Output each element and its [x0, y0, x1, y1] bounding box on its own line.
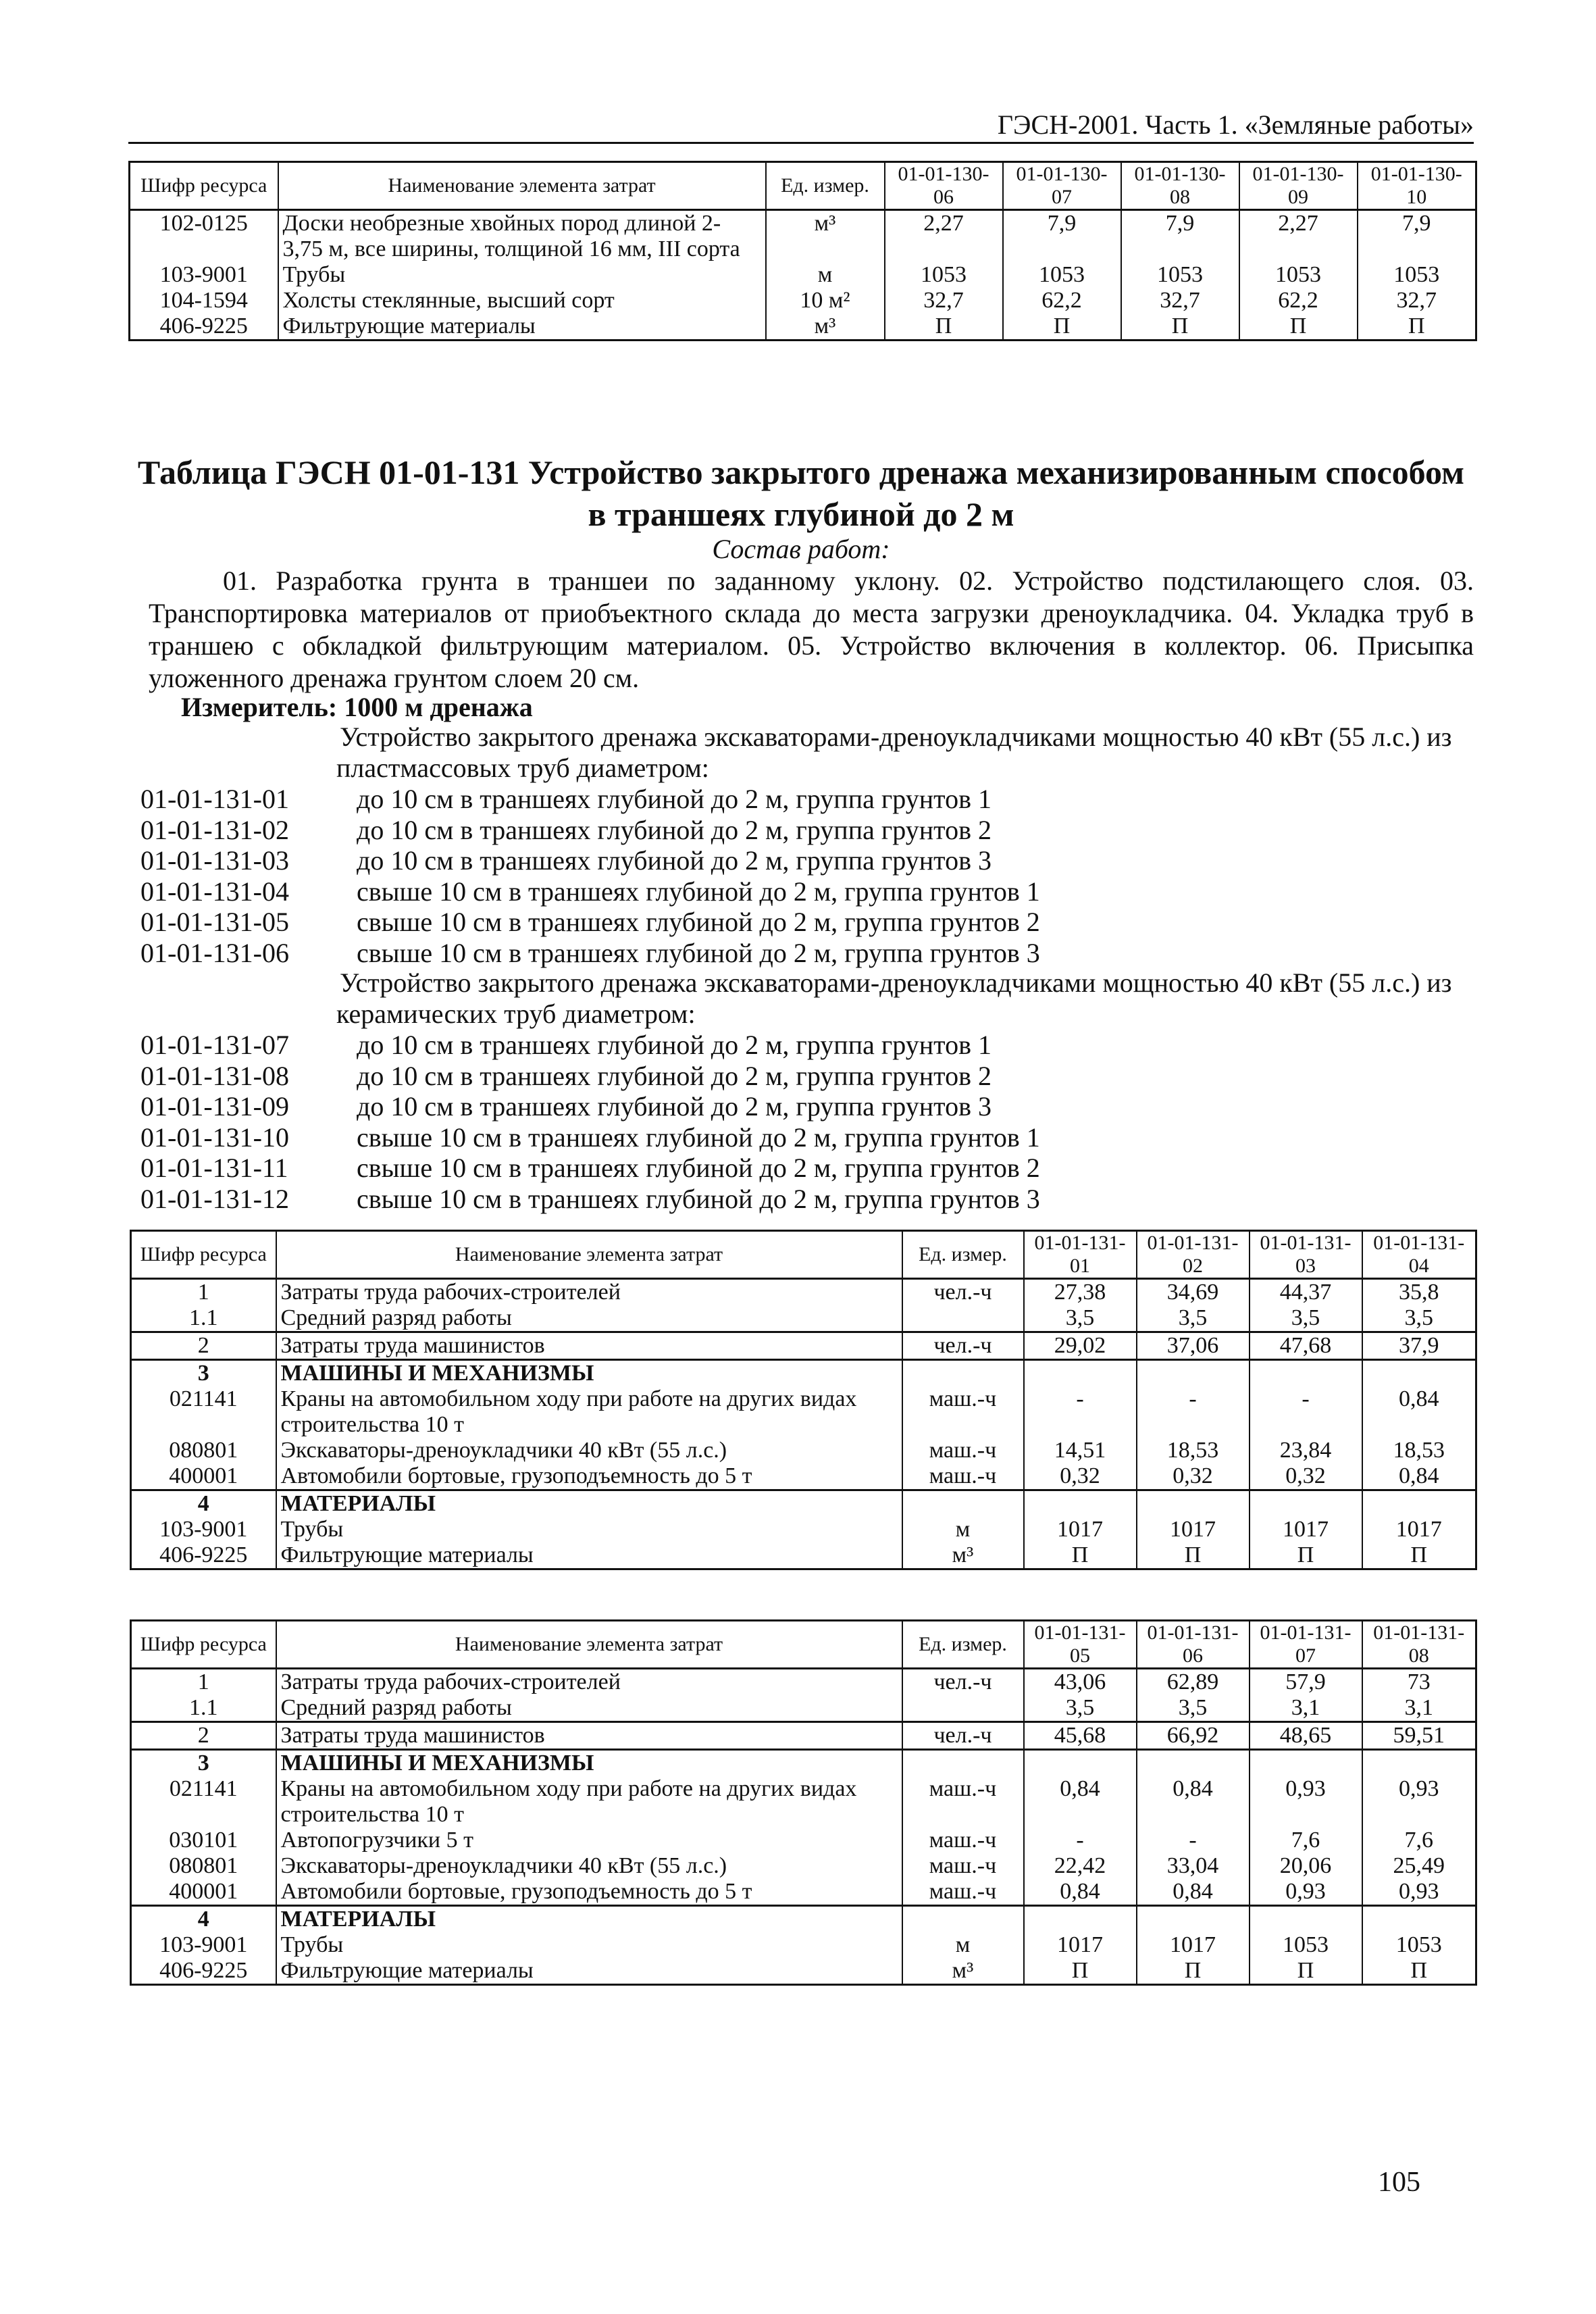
norm-value	[1024, 1750, 1137, 1777]
norm-value: 3,5	[1024, 1695, 1137, 1722]
section-heading: МАТЕРИАЛЫ	[276, 1490, 902, 1517]
list-item	[140, 907, 1474, 938]
norm-value	[1250, 1906, 1362, 1933]
resource-code: 4	[131, 1906, 276, 1933]
list-item	[140, 845, 1474, 876]
table-row	[131, 1879, 1476, 1906]
variant-list	[140, 784, 1474, 968]
norm-value: П	[1250, 1958, 1362, 1985]
norm-value: 62,2	[1003, 288, 1121, 313]
norm-value: 0,84	[1137, 1879, 1250, 1906]
norm-value	[1024, 1360, 1137, 1387]
norm-value: П	[1024, 1542, 1137, 1569]
resource-name: Автомобили бортовые, грузоподъемность до 5 т	[276, 1879, 902, 1906]
norm-value: 18,53	[1137, 1438, 1250, 1463]
resource-code: 103-9001	[159, 1517, 248, 1542]
section-heading: МАШИНЫ И МЕХАНИЗМЫ	[276, 1360, 902, 1387]
variant-description: до 10 см в траншеях глубиной до 2 м, группа грунтов 1	[357, 784, 992, 814]
column-header-unit: Ед. измер.	[902, 1621, 1024, 1669]
list-item	[140, 1061, 1474, 1092]
table-row	[131, 1669, 1476, 1696]
resource-name: Экскаваторы-дреноукладчики 40 кВт (55 л.с.)	[276, 1853, 902, 1879]
resource-unit: чел.-ч	[902, 1279, 1024, 1306]
resource-name: Средний разряд работы	[276, 1305, 902, 1332]
table-row	[131, 1958, 1476, 1985]
norm-value: 1053	[1250, 1932, 1362, 1958]
norm-value: 3,1	[1250, 1695, 1362, 1722]
norm-value: 34,69	[1137, 1279, 1250, 1306]
norm-value: 23,84	[1250, 1438, 1362, 1463]
norm-value: 20,06	[1250, 1853, 1362, 1879]
table-row	[131, 1463, 1476, 1490]
resource-name: Трубы	[278, 262, 766, 288]
composition-heading: Состав работ:	[712, 534, 890, 564]
table-row	[131, 1386, 1476, 1438]
norm-value	[1137, 1750, 1250, 1777]
list-item	[140, 815, 1474, 846]
column-header-norm: 01-01-130-09	[1239, 162, 1358, 210]
resource-code: 4	[131, 1490, 276, 1517]
variant-code: 01-01-131-05	[140, 907, 289, 937]
list-item	[140, 1153, 1474, 1184]
norm-value: 0,84	[1137, 1776, 1250, 1828]
resource-code: 3	[131, 1360, 276, 1387]
measurement-unit: Измеритель: 1000 м дренажа	[181, 692, 533, 722]
resource-unit: м	[902, 1932, 1024, 1958]
norm-value: 0,93	[1362, 1879, 1476, 1906]
resource-unit	[902, 1750, 1024, 1777]
norm-value: 29,02	[1024, 1332, 1137, 1360]
resource-unit: 10 м²	[766, 288, 885, 313]
norm-value: 0,84	[1024, 1776, 1137, 1828]
resource-code: 2	[131, 1722, 276, 1750]
norm-value: 1053	[885, 262, 1003, 288]
column-header-norm: 01-01-131-05	[1024, 1621, 1137, 1669]
variant-description: свыше 10 см в траншеях глубиной до 2 м, группа грунтов 2	[357, 907, 1040, 937]
table-row	[131, 1279, 1476, 1306]
norm-value: -	[1250, 1386, 1362, 1438]
norm-value: 0,93	[1250, 1879, 1362, 1906]
resource-code: 406-9225	[159, 1542, 248, 1567]
norm-value: -	[1024, 1386, 1137, 1438]
norm-value	[1024, 1906, 1137, 1933]
table-row	[131, 1906, 1476, 1933]
norm-value: П	[1362, 1958, 1476, 1985]
resource-name: Затраты труда рабочих-строителей	[276, 1669, 902, 1696]
section-heading: МАТЕРИАЛЫ	[276, 1906, 902, 1933]
column-header-norm: 01-01-130-07	[1003, 162, 1121, 210]
resource-unit: чел.-ч	[902, 1332, 1024, 1360]
table-row	[131, 1490, 1476, 1517]
variant-list	[140, 1030, 1474, 1214]
running-header: ГЭСН-2001. Часть 1. «Земляные работы»	[997, 109, 1474, 140]
norm-value: П	[1137, 1958, 1250, 1985]
norm-value: 7,9	[1121, 210, 1239, 263]
norm-value: -	[1137, 1828, 1250, 1853]
norm-value: 0,32	[1137, 1463, 1250, 1490]
norm-value	[1250, 1750, 1362, 1777]
norm-value: 73	[1362, 1669, 1476, 1696]
table-row	[131, 1438, 1476, 1463]
norm-value: 45,68	[1024, 1722, 1137, 1750]
column-header-code: Шифр ресурса	[131, 1231, 276, 1279]
table-row	[130, 288, 1476, 313]
list-item	[140, 1091, 1474, 1122]
norm-value: 1017	[1250, 1517, 1362, 1542]
norm-value: 1053	[1358, 262, 1476, 288]
norm-value: 0,32	[1024, 1463, 1137, 1490]
table-row	[130, 313, 1476, 341]
norm-value: 3,5	[1250, 1305, 1362, 1332]
norm-value: 2,27	[1239, 210, 1358, 263]
norm-value: 35,8	[1362, 1279, 1476, 1306]
variant-description: до 10 см в траншеях глубиной до 2 м, группа грунтов 3	[357, 1091, 992, 1122]
norm-value: 57,9	[1250, 1669, 1362, 1696]
resource-code: 104-1594	[159, 288, 248, 313]
norm-value: 62,2	[1239, 288, 1358, 313]
norm-value: 3,5	[1137, 1695, 1250, 1722]
column-header-name: Наименование элемента затрат	[276, 1231, 902, 1279]
resource-code: 400001	[169, 1879, 238, 1904]
resource-unit	[902, 1490, 1024, 1517]
norm-value: 3,5	[1024, 1305, 1137, 1332]
column-header-name: Наименование элемента затрат	[278, 162, 766, 210]
norm-value	[1137, 1490, 1250, 1517]
table-row	[131, 1542, 1476, 1569]
column-header-norm: 01-01-131-06	[1137, 1621, 1250, 1669]
norm-value	[1362, 1906, 1476, 1933]
variant-description: до 10 см в траншеях глубиной до 2 м, группа грунтов 3	[357, 845, 992, 876]
table-row	[131, 1517, 1476, 1542]
column-header-norm: 01-01-131-02	[1137, 1231, 1250, 1279]
resource-name: Краны на автомобильном ходу при работе на других видах строительства 10 т	[276, 1386, 902, 1438]
norm-value: 3,5	[1362, 1305, 1476, 1332]
norm-value: 14,51	[1024, 1438, 1137, 1463]
norm-value: 1017	[1362, 1517, 1476, 1542]
norm-value: 22,42	[1024, 1853, 1137, 1879]
norm-value: П	[1137, 1542, 1250, 1569]
list-item	[140, 1184, 1474, 1215]
variant-description: до 10 см в траншеях глубиной до 2 м, группа грунтов 1	[357, 1030, 992, 1060]
norm-value: 2,27	[885, 210, 1003, 263]
resource-unit: м³	[766, 313, 885, 341]
norm-value	[1137, 1360, 1250, 1387]
column-header-name: Наименование элемента затрат	[276, 1621, 902, 1669]
norm-value: 32,7	[1121, 288, 1239, 313]
variant-description: свыше 10 см в траншеях глубиной до 2 м, группа грунтов 3	[357, 1183, 1040, 1214]
variant-description: до 10 см в траншеях глубиной до 2 м, группа грунтов 2	[357, 1060, 992, 1091]
variant-code: 01-01-131-12	[140, 1183, 289, 1214]
table-row	[130, 210, 1476, 263]
resource-code: 030101	[169, 1828, 238, 1853]
resource-unit: маш.-ч	[902, 1386, 1024, 1438]
norm-value: 1017	[1137, 1932, 1250, 1958]
norm-value: 43,06	[1024, 1669, 1137, 1696]
resource-code: 102-0125	[159, 211, 248, 236]
resource-code: 406-9225	[159, 1958, 248, 1983]
resource-unit: м³	[902, 1958, 1024, 1985]
norm-value: 66,92	[1137, 1722, 1250, 1750]
column-header-norm: 01-01-131-07	[1250, 1621, 1362, 1669]
norm-value: 25,49	[1362, 1853, 1476, 1879]
table-row	[130, 262, 1476, 288]
norm-value: 0,84	[1362, 1386, 1476, 1438]
column-header-norm: 01-01-130-08	[1121, 162, 1239, 210]
column-header-unit: Ед. измер.	[902, 1231, 1024, 1279]
norm-value: 3,5	[1137, 1305, 1250, 1332]
variant-code: 01-01-131-07	[140, 1030, 289, 1060]
table-row	[131, 1853, 1476, 1879]
variant-description: свыше 10 см в траншеях глубиной до 2 м, группа грунтов 3	[357, 937, 1040, 968]
resource-unit: м	[902, 1517, 1024, 1542]
variant-description: свыше 10 см в траншеях глубиной до 2 м, группа грунтов 1	[357, 1122, 1040, 1153]
norm-value: 44,37	[1250, 1279, 1362, 1306]
norm-value: 47,68	[1250, 1332, 1362, 1360]
page-number: 105	[1378, 2167, 1420, 2198]
variant-code: 01-01-131-01	[140, 784, 289, 814]
norm-value: 1017	[1137, 1517, 1250, 1542]
column-header-norm: 01-01-131-08	[1362, 1621, 1476, 1669]
list-item	[140, 1122, 1474, 1153]
variant-group-heading: Устройство закрытого дренажа экскаваторами-дреноукладчиками мощностью 40 кВт (55 л.с.) из керамических труб диаметром:	[336, 967, 1452, 1029]
resource-code: 080801	[169, 1438, 238, 1463]
table-title: Таблица ГЭСН 01-01-131 Устройство закрытого дренажа механизированным способом в траншеях глубиной до 2 м	[137, 453, 1465, 533]
list-item	[140, 1030, 1474, 1061]
norm-value: П	[1358, 313, 1476, 341]
norm-value: 7,9	[1358, 210, 1476, 263]
resource-unit	[902, 1695, 1024, 1722]
table-header-row	[130, 162, 1476, 210]
resource-name: Холсты стеклянные, высший сорт	[278, 288, 766, 313]
resource-code: 3	[131, 1750, 276, 1777]
resource-name: Затраты труда машинистов	[276, 1722, 902, 1750]
table-row	[131, 1828, 1476, 1853]
resource-unit	[902, 1360, 1024, 1387]
resource-code: 080801	[169, 1853, 238, 1878]
variant-description: свыше 10 см в траншеях глубиной до 2 м, группа грунтов 2	[357, 1153, 1040, 1183]
norm-value	[1024, 1490, 1137, 1517]
column-header-unit: Ед. измер.	[766, 162, 885, 210]
variant-code: 01-01-131-02	[140, 814, 289, 845]
norm-value: 48,65	[1250, 1722, 1362, 1750]
column-header-norm: 01-01-131-03	[1250, 1231, 1362, 1279]
resource-unit: чел.-ч	[902, 1722, 1024, 1750]
resource-unit: маш.-ч	[902, 1776, 1024, 1828]
header-rule	[128, 142, 1474, 144]
resource-table-prev	[128, 161, 1477, 341]
norm-value: 0,32	[1250, 1463, 1362, 1490]
resource-unit: м³	[766, 210, 885, 263]
resource-code: 1.1	[189, 1305, 218, 1330]
norm-value: 62,89	[1137, 1669, 1250, 1696]
norm-value	[1362, 1360, 1476, 1387]
norm-value: П	[1250, 1542, 1362, 1569]
resource-name: Доски необрезные хвойных пород длиной 2-3,75 м, все ширины, толщиной 16 мм, III сорта	[278, 210, 766, 263]
norm-value	[1362, 1750, 1476, 1777]
table-row	[131, 1932, 1476, 1958]
column-header-norm: 01-01-130-10	[1358, 162, 1476, 210]
norm-value	[1250, 1360, 1362, 1387]
norm-value: 32,7	[1358, 288, 1476, 313]
variant-code: 01-01-131-04	[140, 876, 289, 907]
norm-value: 18,53	[1362, 1438, 1476, 1463]
variant-code: 01-01-131-11	[140, 1153, 288, 1183]
resource-name: Трубы	[276, 1517, 902, 1542]
resource-unit: м	[766, 262, 885, 288]
norm-value: П	[1003, 313, 1121, 341]
resource-code: 2	[131, 1332, 276, 1360]
norm-value: 1017	[1024, 1517, 1137, 1542]
norm-value: 37,06	[1137, 1332, 1250, 1360]
resource-name: Средний разряд работы	[276, 1695, 902, 1722]
norm-value: 0,84	[1362, 1463, 1476, 1490]
variant-code: 01-01-131-08	[140, 1060, 289, 1091]
resource-name: Трубы	[276, 1932, 902, 1958]
norm-value: 37,9	[1362, 1332, 1476, 1360]
norm-value: 1053	[1121, 262, 1239, 288]
table-header-row	[131, 1231, 1476, 1279]
table-row	[131, 1776, 1476, 1828]
resource-code: 400001	[169, 1463, 238, 1488]
norm-value: -	[1137, 1386, 1250, 1438]
norm-value	[1362, 1490, 1476, 1517]
variant-code: 01-01-131-09	[140, 1091, 289, 1122]
resource-name: Автомобили бортовые, грузоподъемность до 5 т	[276, 1463, 902, 1490]
table-row	[131, 1750, 1476, 1777]
norm-value: 1053	[1362, 1932, 1476, 1958]
resource-code: 406-9225	[159, 313, 248, 338]
resource-code: 103-9001	[159, 262, 248, 287]
table-row	[131, 1332, 1476, 1360]
variant-code: 01-01-131-10	[140, 1122, 289, 1153]
norm-value: 7,6	[1362, 1828, 1476, 1853]
norm-value: 1053	[1239, 262, 1358, 288]
variant-description: до 10 см в траншеях глубиной до 2 м, группа грунтов 2	[357, 814, 992, 845]
norm-value	[1137, 1906, 1250, 1933]
list-item	[140, 784, 1474, 815]
norm-value: 1017	[1024, 1932, 1137, 1958]
resource-unit: чел.-ч	[902, 1669, 1024, 1696]
resource-table-a	[130, 1230, 1477, 1570]
resource-code: 021141	[169, 1776, 238, 1801]
norm-value: 7,9	[1003, 210, 1121, 263]
norm-value	[1250, 1490, 1362, 1517]
norm-value: 3,1	[1362, 1695, 1476, 1722]
resource-unit: маш.-ч	[902, 1879, 1024, 1906]
column-header-norm: 01-01-130-06	[885, 162, 1003, 210]
list-item	[140, 938, 1474, 969]
variant-code: 01-01-131-03	[140, 845, 289, 876]
resource-name: Фильтрующие материалы	[276, 1958, 902, 1985]
norm-value: 32,7	[885, 288, 1003, 313]
section-heading: МАШИНЫ И МЕХАНИЗМЫ	[276, 1750, 902, 1777]
resource-unit: маш.-ч	[902, 1828, 1024, 1853]
norm-value: 33,04	[1137, 1853, 1250, 1879]
column-header-norm: 01-01-131-01	[1024, 1231, 1137, 1279]
resource-name: Автопогрузчики 5 т	[276, 1828, 902, 1853]
norm-value: -	[1024, 1828, 1137, 1853]
resource-name: Затраты труда машинистов	[276, 1332, 902, 1360]
resource-name: Экскаваторы-дреноукладчики 40 кВт (55 л.с.)	[276, 1438, 902, 1463]
norm-value: 59,51	[1362, 1722, 1476, 1750]
norm-value: П	[885, 313, 1003, 341]
table-row	[131, 1360, 1476, 1387]
norm-value: П	[1362, 1542, 1476, 1569]
resource-name: Краны на автомобильном ходу при работе на других видах строительства 10 т	[276, 1776, 902, 1828]
resource-unit: маш.-ч	[902, 1853, 1024, 1879]
resource-table-b	[130, 1619, 1477, 1986]
column-header-code: Шифр ресурса	[131, 1621, 276, 1669]
column-header-code: Шифр ресурса	[130, 162, 278, 210]
norm-value: 0,93	[1362, 1776, 1476, 1828]
table-row	[131, 1722, 1476, 1750]
composition-text: 01. Разработка грунта в траншеи по заданному уклону. 02. Устройство подстилающего слоя. 03. Транспортировка материалов от приобъектного склада до места загрузки дреноукладчика. 04. Укладка труб в траншею с обкладкой фильтрующим материалом. 05. Устройство включения в коллектор. 06. Присыпка уложенного дренажа грунтом слоем 20 см.	[149, 565, 1474, 693]
resource-code: 1.1	[189, 1695, 218, 1720]
norm-value: П	[1121, 313, 1239, 341]
variant-code: 01-01-131-06	[140, 937, 289, 968]
table-row	[131, 1305, 1476, 1332]
resource-name: Фильтрующие материалы	[276, 1542, 902, 1569]
resource-code: 103-9001	[159, 1932, 248, 1957]
norm-value: П	[1239, 313, 1358, 341]
variant-description: свыше 10 см в траншеях глубиной до 2 м, группа грунтов 1	[357, 876, 1040, 907]
variant-group-heading: Устройство закрытого дренажа экскаваторами-дреноукладчиками мощностью 40 кВт (55 л.с.) из пластмассовых труб диаметром:	[336, 722, 1452, 783]
resource-name: Фильтрующие материалы	[278, 313, 766, 341]
resource-code: 021141	[169, 1386, 238, 1411]
list-item	[140, 876, 1474, 907]
resource-unit	[902, 1906, 1024, 1933]
resource-unit	[902, 1305, 1024, 1332]
resource-unit: маш.-ч	[902, 1438, 1024, 1463]
resource-name: Затраты труда рабочих-строителей	[276, 1279, 902, 1306]
table-header-row	[131, 1621, 1476, 1669]
norm-value: 0,84	[1024, 1879, 1137, 1906]
resource-code: 1	[197, 1280, 209, 1305]
resource-unit: маш.-ч	[902, 1463, 1024, 1490]
norm-value: 27,38	[1024, 1279, 1137, 1306]
norm-value: П	[1024, 1958, 1137, 1985]
resource-unit: м³	[902, 1542, 1024, 1569]
resource-code: 1	[197, 1669, 209, 1694]
table-row	[131, 1695, 1476, 1722]
norm-value: 0,93	[1250, 1776, 1362, 1828]
norm-value: 1053	[1003, 262, 1121, 288]
column-header-norm: 01-01-131-04	[1362, 1231, 1476, 1279]
norm-value: 7,6	[1250, 1828, 1362, 1853]
